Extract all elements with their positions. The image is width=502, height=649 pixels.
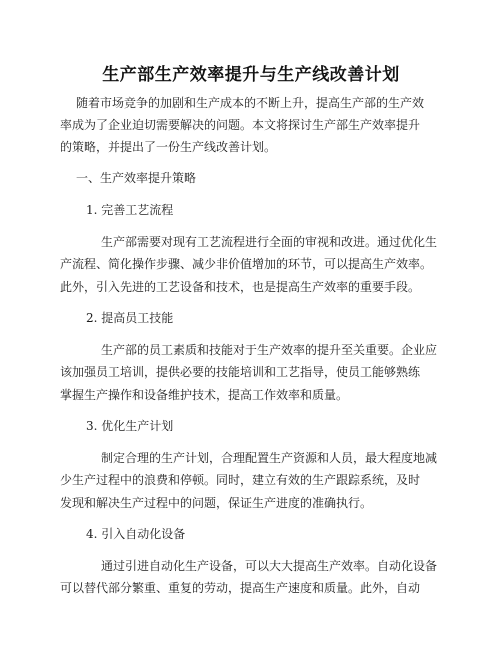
item-1-line-3: 此外，引入先进的工艺设备和技术，也是提高生产效率的重要手段。 [60, 280, 421, 294]
item-2-line-1: 生产部的员工素质和技能对于生产效率的提升至关重要。企业应 [101, 343, 438, 357]
item-4-line-2: 可以替代部分繁重、重复的劳动，提高生产速度和质量。此外，自动 [60, 581, 421, 595]
item-2-line-3: 掌握生产操作和设备维护技术，提高工作效率和质量。 [60, 388, 349, 402]
item-heading-1: 1. 完善工艺流程 [86, 203, 174, 217]
item-3-line-3: 发现和解决生产过程中的问题，保证生产进度的准确执行。 [60, 496, 373, 510]
item-heading-3: 3. 优化生产计划 [86, 419, 174, 433]
item-1-line-2: 产流程、简化操作步骤、减少非价值增加的环节，可以提高生产效率。 [60, 257, 433, 271]
item-3-line-2: 少生产过程中的浪费和停顿。同时，建立有效的生产跟踪系统，及时 [60, 473, 421, 487]
intro-line-1: 随着市场竞争的加剧和生产成本的不断上升，提高生产部的生产效 [76, 96, 425, 110]
document-title: 生产部生产效率提升与生产线改善计划 [102, 65, 400, 85]
item-4-line-1: 通过引进自动化生产设备，可以大大提高生产效率。自动化设备 [101, 559, 438, 573]
item-1-line-1: 生产部需要对现有工艺流程进行全面的审视和改进。通过优化生 [101, 235, 438, 249]
intro-line-2: 率成为了企业迫切需要解决的问题。本文将探讨生产部生产效率提升 [60, 118, 421, 132]
item-heading-4: 4. 引入自动化设备 [86, 527, 186, 541]
intro-line-3: 的策略，并提出了一份生产线改善计划。 [60, 140, 277, 154]
section-heading: 一、生产效率提升策略 [76, 171, 197, 185]
item-heading-2: 2. 提高员工技能 [86, 311, 174, 325]
item-3-line-1: 制定合理的生产计划，合理配置生产资源和人员，最大程度地减 [101, 451, 438, 465]
item-2-line-2: 该加强员工培训，提供必要的技能培训和工艺指导，使员工能够熟练 [60, 365, 421, 379]
